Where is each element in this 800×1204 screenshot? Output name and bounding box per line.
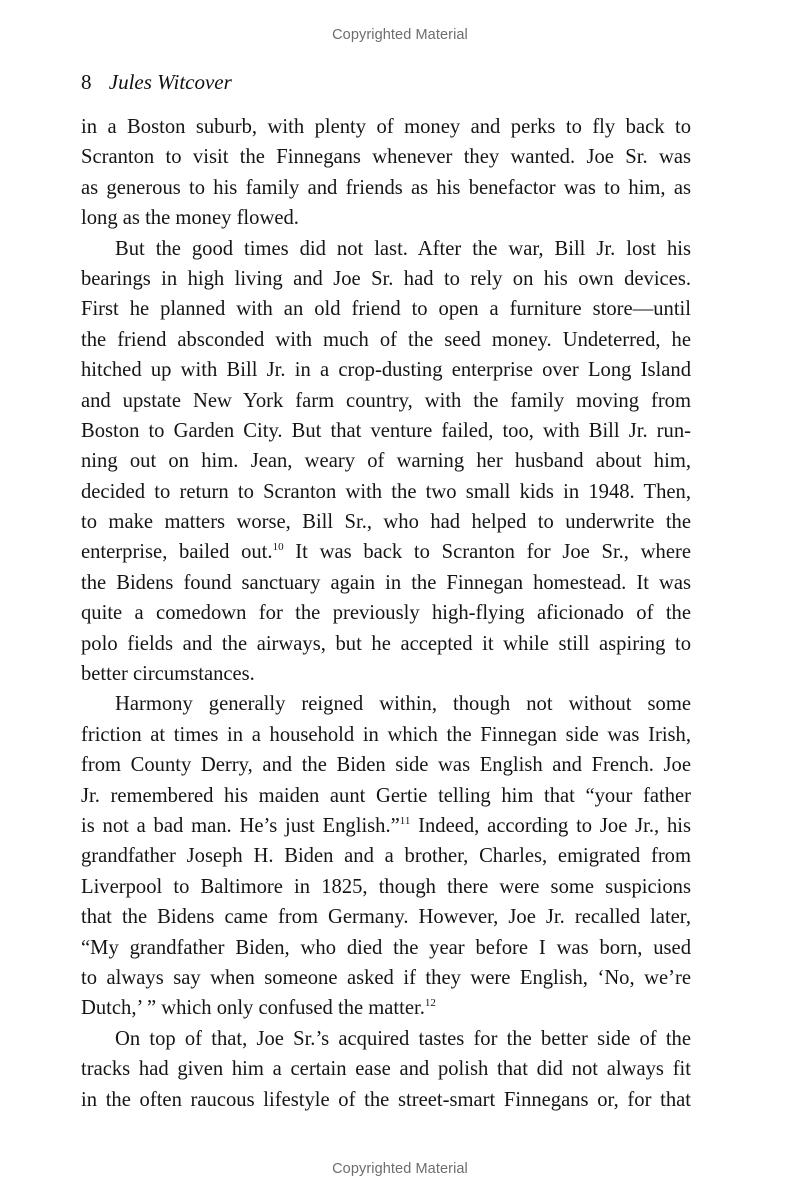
text-line: Harmony generally reigned within, though not without some: [115, 693, 691, 716]
text-line: in the often raucous lifestyle of the street-smart Finnegans or, for that: [81, 1088, 691, 1111]
text-line: that the Bidens came from Germany. However, Joe Jr. recalled later,: [81, 906, 691, 929]
text-line: to make matters worse, Bill Sr., who had helped to underwrite the: [81, 511, 691, 534]
text-line: On top of that, Joe Sr.’s acquired tastes for the better side of the: [115, 1027, 691, 1050]
text-line: tracks had given him a certain ease and polish that did not always fit: [81, 1058, 691, 1081]
text-line: Liverpool to Baltimore in 1825, though there were some suspicions: [81, 875, 691, 898]
text-line: long as the money flowed.: [81, 207, 299, 230]
text-line: ning out on him. Jean, weary of warning her husband about him,: [81, 450, 691, 473]
text-line: [81, 811, 691, 841]
text-line: and upstate New York farm country, with the family moving from: [81, 389, 691, 412]
text-line: to always say when someone asked if they were English, ‘No, we’re: [81, 966, 691, 989]
running-head: [81, 70, 232, 95]
text-line: the Bidens found sanctuary again in the Finnegan homestead. It was: [81, 571, 691, 594]
text-span: enterprise, bailed out.: [81, 541, 273, 564]
text-line: bearings in high living and Joe Sr. had to rely on his own devices.: [81, 267, 691, 290]
text-line: quite a comedown for the previously high-flying aficionado of the: [81, 602, 691, 625]
text-line: from County Derry, and the Biden side was English and French. Joe: [81, 754, 691, 777]
text-span: is not a bad man. He’s just English.”: [81, 814, 400, 837]
text-line: Jr. remembered his maiden aunt Gertie telling him that “your father: [81, 784, 691, 807]
text-line: the friend absconded with much of the seed money. Undeterred, he: [81, 328, 691, 351]
text-line: First he planned with an old friend to open a furniture store—until: [81, 298, 691, 321]
footnote-ref-10[interactable]: 10: [272, 541, 284, 554]
text-span: Indeed, according to Joe Jr., his: [410, 814, 691, 837]
paragraph: [81, 1024, 691, 1115]
text-line: hitched up with Bill Jr. in a crop-dusting enterprise over Long Island: [81, 359, 691, 382]
text-line: [81, 993, 691, 1023]
text-line: as generous to his family and friends as his benefactor was to him, as: [81, 176, 691, 199]
paragraph: [81, 234, 691, 690]
text-line: friction at times in a household in which the Finnegan side was Irish,: [81, 723, 691, 746]
text-line: grandfather Joseph H. Biden and a brother, Charles, emigrated from: [81, 845, 691, 868]
footnote-ref-12[interactable]: 12: [424, 997, 436, 1010]
text-line: Scranton to visit the Finnegans whenever they wanted. Joe Sr. was: [81, 146, 691, 169]
text-line: Boston to Garden City. But that venture failed, too, with Bill Jr. run-: [81, 419, 691, 442]
paragraph: [81, 112, 691, 234]
page-number: 8: [81, 70, 92, 94]
text-span: It was back to Scranton for Joe Sr., where: [283, 541, 691, 564]
text-line: But the good times did not last. After the war, Bill Jr. lost his: [115, 237, 691, 260]
copyright-watermark-bottom: Copyrighted Material: [332, 1161, 468, 1177]
running-head-author: Jules Witcover: [108, 70, 232, 94]
paragraph: [81, 689, 691, 1023]
text-line: in a Boston suburb, with plenty of money and perks to fly back to: [81, 116, 691, 138]
text-line: [81, 537, 691, 567]
body-text: [81, 112, 691, 1115]
text-line: decided to return to Scranton with the two small kids in 1948. Then,: [81, 480, 691, 503]
text-line: better circumstances.: [81, 663, 255, 686]
text-line: “My grandfather Biden, who died the year before I was born, used: [81, 936, 691, 959]
copyright-watermark-top: Copyrighted Material: [332, 27, 468, 43]
text-line: polo fields and the airways, but he accepted it while still aspiring to: [81, 632, 691, 655]
footnote-ref-11[interactable]: 11: [399, 814, 411, 827]
text-span: Dutch,’ ” which only confused the matter.: [81, 997, 425, 1020]
